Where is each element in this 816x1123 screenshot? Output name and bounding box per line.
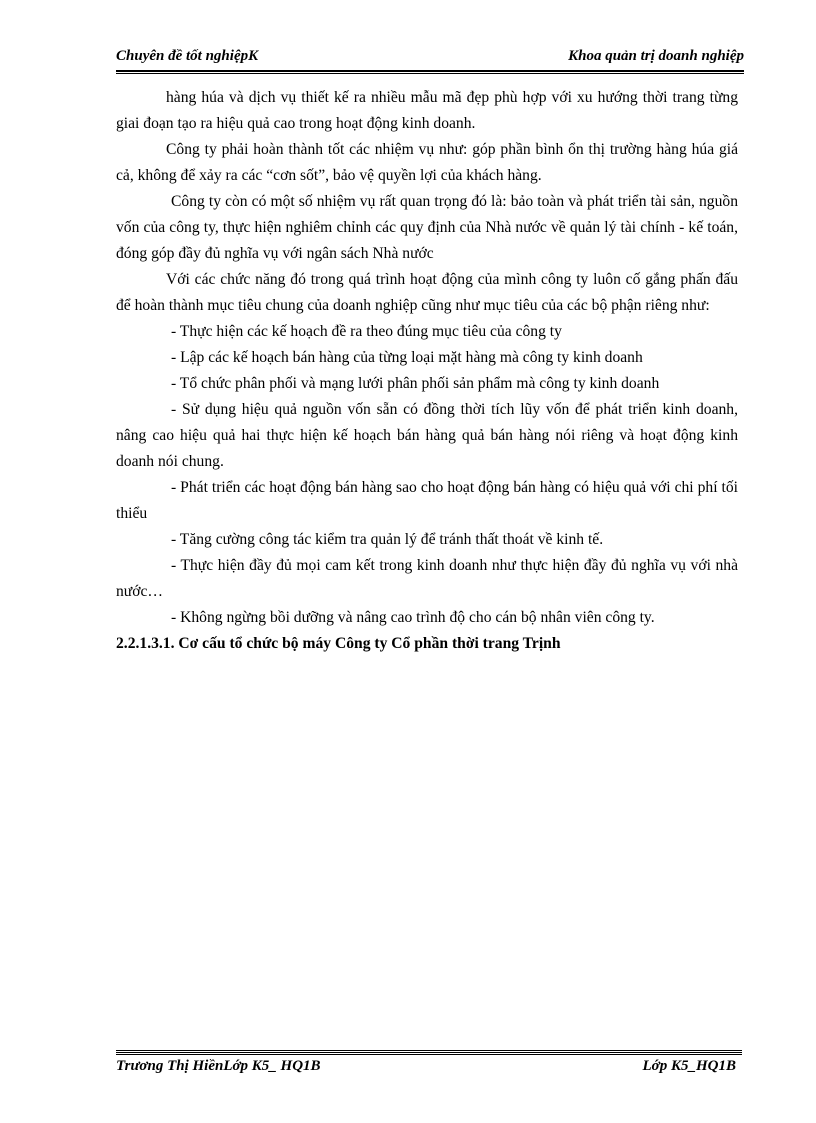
list-item: - Lập các kế hoạch bán hàng của từng loại mặt hàng mà công ty kinh doanh	[171, 349, 643, 366]
list-item: - Thực hiện các kế hoạch đề ra theo đúng mục tiêu của công ty	[171, 323, 562, 340]
list-item: - Không ngừng bồi dưỡng và nâng cao trình độ cho cán bộ nhân viên công ty.	[171, 609, 655, 626]
footer-rule	[116, 1050, 742, 1055]
list-item: - Phát triển các hoạt động bán hàng sao cho hoạt động bán hàng có hiệu quả với chi phí tối thiểu	[116, 479, 738, 522]
paragraph: Với các chức năng đó trong quá trình hoạt động của mình công ty luôn cố gắng phấn đấu để hoàn thành mục tiêu chung của doanh nghiệp cũng như mục tiêu của các bộ phận riêng như:	[116, 271, 738, 314]
footer-left: Trương Thị HiềnLớp K5_ HQ1B	[116, 1058, 321, 1074]
header-rule	[116, 70, 744, 74]
list-item: - Tăng cường công tác kiểm tra quản lý để tránh thất thoát về kinh tế.	[171, 531, 604, 548]
paragraph: hàng húa và dịch vụ thiết kế ra nhiều mẫu mã đẹp phù hợp với xu hướng thời trang từng giai đoạn tạo ra hiệu quả cao trong hoạt động kinh doanh.	[116, 89, 738, 132]
body-text	[116, 85, 738, 657]
header-left: Chuyên đề tốt nghiệpK	[116, 48, 259, 64]
page-header	[116, 48, 744, 70]
paragraph: Công ty phải hoàn thành tốt các nhiệm vụ như: góp phần bình ổn thị trường hàng húa giá cả, không để xảy ra các “cơn sốt”, bảo vệ quyền lợi của khách hàng.	[116, 141, 738, 184]
list-item: - Sử dụng hiệu quả nguồn vốn sẵn có đồng thời tích lũy vốn để phát triển kinh doanh, nâng cao hiệu quả hai thực hiện kế hoạch bán hàng quả bán hàng nói riêng và hoạt động kinh doanh nói chung.	[116, 401, 738, 470]
list-item: - Thực hiện đầy đủ mọi cam kết trong kinh doanh như thực hiện đầy đủ nghĩa vụ với nhà nước…	[116, 557, 738, 600]
paragraph: Công ty còn có một số nhiệm vụ rất quan trọng đó là: bảo toàn và phát triển tài sản, nguồn vốn của công ty, thực hiện nghiêm chỉnh các quy định của Nhà nước về quản lý tài chính - kế toán, đóng góp đầy đủ nghĩa vụ với ngân sách Nhà nước	[116, 193, 738, 262]
list-item: - Tổ chức phân phối và mạng lưới phân phối sản phẩm mà công ty kinh doanh	[171, 375, 660, 392]
footer-right: Lớp K5_HQ1B	[642, 1058, 736, 1074]
section-heading: 2.2.1.3.1. Cơ cấu tổ chức bộ máy Công ty Cổ phần thời trang Trịnh	[116, 635, 561, 652]
header-right: Khoa quản trị doanh nghiệp	[568, 48, 744, 64]
page-footer	[116, 1058, 736, 1080]
